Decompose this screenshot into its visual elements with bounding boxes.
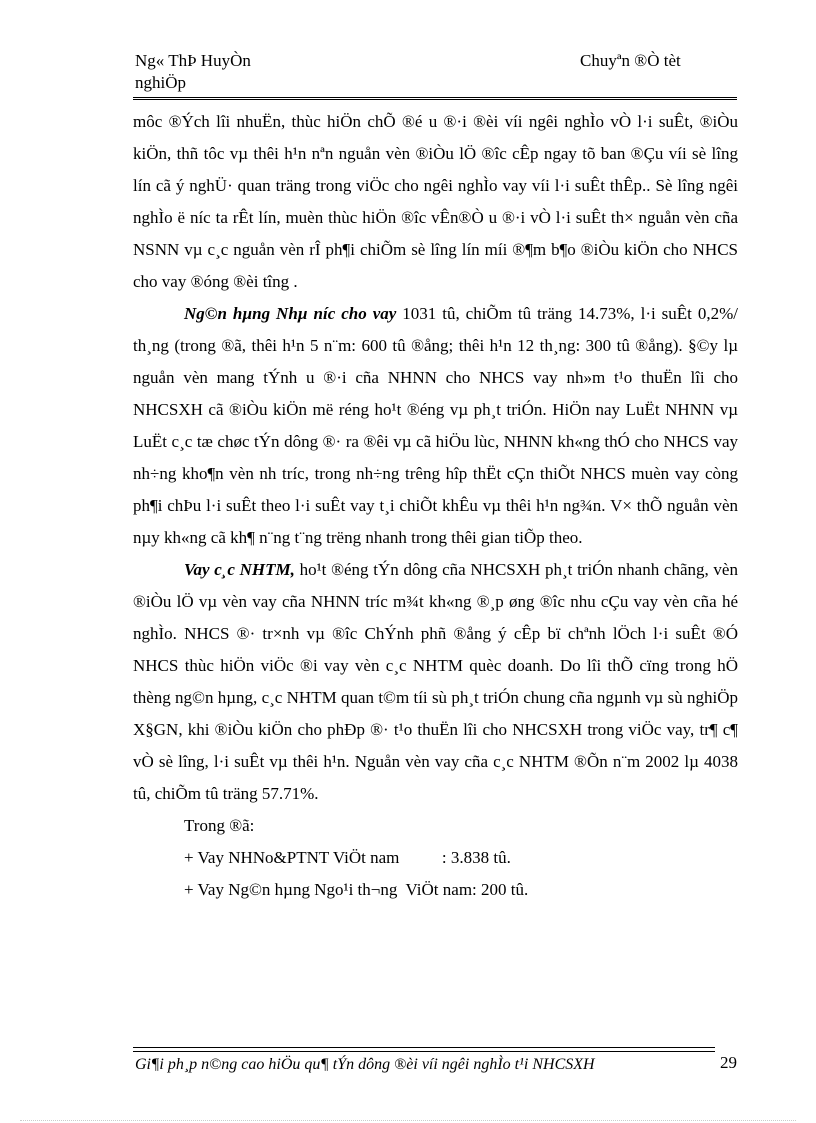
paragraph-commercial-banks-text: ho¹t ®éng tÝn dông cña NHCSXH ph¸t triÓn nhanh chãng, vèn ®iÒu lÖ vµ vèn vay cña NHNN tríc m¾t kh«ng ®¸p øng ®îc nhu cÇu vay vèn cña hé nghÌo. NHCS ®· tr×nh vµ ®îc ChÝnh phñ ®ång ý cÊp bï chªnh lÖch l·i suÊt ®Ó NHCS thùc hiÖn viÖc ®i vay vèn c¸c NHTM quèc doanh. Do lîi thÕ cïng trong hÖ thèng ng©n hµng, c¸c NHTM quan t©m tíi sù ph¸t triÓn chung cña ngµnh vµ sù nghiÖp X§GN, khi ®iÒu kiÖn cho phÐp ®· t¹o thuËn lîi cho NHCSXH trong viÖc vay, tr¶ c¶ vÒ sè lîng, l·i suÊt vµ thêi h¹n. Nguån vèn vay cña c¸c NHTM ®Õn n¨m 2002 lµ 4038 tû, chiÕm tû träng 57.71%.	[133, 560, 738, 803]
document-body	[133, 106, 738, 906]
footer-title: Gi¶i ph¸p n©ng cao hiÖu qu¶ tÝn dông ®èi víi ngêi nghÌo t¹i NHCSXH	[135, 1056, 595, 1073]
header-author	[135, 50, 251, 94]
list-intro: Trong ®ã:	[184, 816, 255, 835]
header-title: Chuyªn ®Ò tèt	[580, 51, 681, 70]
footer-divider	[133, 1051, 715, 1052]
paragraph-state-bank	[133, 298, 738, 554]
header-author-line2: nghiÖp	[135, 73, 186, 92]
paragraph-commercial-banks-heading: Vay c¸c NHTM,	[184, 560, 295, 579]
header-author-line1: Ng« ThÞ HuyÒn	[135, 51, 251, 70]
paragraph-intro: môc ®Ých lîi nhuËn, thùc hiÖn chÕ ®é u ®·i ®èi víi ngêi nghÌo vÒ l·i suÊt, ®iÒu kiÖn, thñ tôc vµ thêi h¹n nªn nguån vèn ®iÒu lÖ ®îc cÊp ngay tõ ban ®Çu víi sè lîng lín cã ý nghÜ· quan träng trong viÖc cho ngêi nghÌo vay víi l·i suÊt thÊp.. Sè lîng ngêi nghÌo ë níc ta rÊt lín, muèn thùc hiÖn ®îc vÊn®Ò u ®·i vÒ l·i suÊt th× nguån vèn cña NSNN vµ c¸c nguån vèn rÎ ph¶i chiÕm sè lîng lín míi ®¶m b¶o ®iÒu kiÖn cho NHCS cho vay ®óng ®èi tîng .	[133, 112, 738, 291]
list-item: + Vay Ng©n hµng Ngo¹i th¬ng ViÖt nam: 200 tû.	[184, 880, 529, 899]
paragraph-commercial-banks	[133, 554, 738, 810]
paragraph-state-bank-heading: Ng©n hµng Nhµ níc cho vay	[184, 304, 397, 323]
page-header	[135, 50, 735, 100]
footer-divider	[133, 1047, 715, 1048]
list-item: + Vay NHNo&PTNT ViÖt nam : 3.838 tû.	[184, 848, 511, 867]
page-number: 29	[720, 1053, 737, 1072]
paragraph-state-bank-text: 1031 tû, chiÕm tû träng 14.73%, l·i suÊt 0,2%/ th¸ng (trong ®ã, thêi h¹n 5 n¨m: 600 tû ®ång; thêi h¹n 12 th¸ng: 300 tû ®ång). §©y lµ nguån vèn mang tÝnh u ®·i cña NHNN cho NHCS vay nh»m t¹o thuËn lîi cho NHCSXH cã ®iÒu kiÖn më réng ho¹t ®éng vµ ph¸t triÓn. HiÖn nay LuËt NHNN vµ LuËt c¸c tæ chøc tÝn dông ®· ra ®êi vµ cã hiÖu lùc, NHNN kh«ng thÓ cho NHCS vay nh÷ng kho¶n vèn nh tríc, trong nh÷ng trêng hîp thËt cÇn thiÕt NHCS muèn vay còng ph¶i chÞu l·i suÊt theo l·i suÊt vay t¸i chiÕt khÊu vµ thêi h¹n ng¾n. V× thÕ nguån vèn nµy kh«ng cã kh¶ n¨ng t¨ng trëng nhanh trong thêi gian tiÕp theo.	[133, 304, 738, 547]
header-divider	[133, 97, 737, 100]
page-edge	[20, 1120, 796, 1121]
